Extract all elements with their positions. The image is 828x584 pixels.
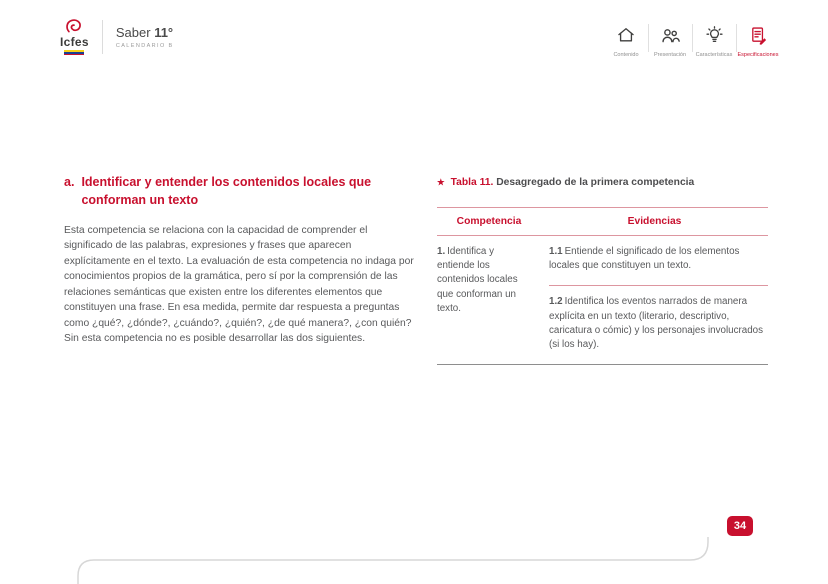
competencias-table xyxy=(437,207,768,365)
page-number-badge: 34 xyxy=(727,516,753,536)
section-heading-marker: a. xyxy=(64,175,75,189)
evidence-number: 1.2 xyxy=(549,296,563,308)
nav-label-presentacion: Presentación xyxy=(653,52,687,58)
table-caption-label: Tabla 11. xyxy=(450,177,494,188)
cell-competencia xyxy=(437,245,533,352)
table-row xyxy=(437,236,768,365)
colombia-flag-icon xyxy=(64,50,84,55)
lightbulb-icon xyxy=(704,22,725,48)
evidence-number: 1.1 xyxy=(549,246,563,257)
product-title xyxy=(116,25,174,40)
nav-item-caracteristicas[interactable] xyxy=(692,22,736,58)
section-body: Esta competencia se relaciona con la capacidad de comprender el significado de las palabras, expresiones y frases que aparecen explícitamente en el texto. La evaluación de esta competencia no indaga por conocimientos propios de la gramática, pero sí por la comprensión de las relaciones semánticas que existen entre los diferentes elementos que constituyen una frase. En esa medida, permite dar respuesta a preguntas como ¿qué?, ¿dónde?, ¿cuándo?, ¿quién?, ¿de qué manera?, ¿con quién? Sin esta competencia no es posible desarrollar las dos siguientes. xyxy=(64,225,414,345)
evidence-item xyxy=(549,245,768,273)
product-level: 11° xyxy=(154,24,174,40)
people-icon xyxy=(660,22,681,48)
product-name: Saber xyxy=(115,24,151,40)
calendar-label: CALENDARIO B xyxy=(115,42,174,49)
table-caption-text: Desagregado de la primera competencia xyxy=(496,177,695,188)
star-icon: ★ xyxy=(437,177,445,187)
evidence-item xyxy=(549,285,768,352)
nav-label-caracteristicas: Características xyxy=(695,52,733,58)
col-header-competencia: Competencia xyxy=(456,216,522,227)
icfes-logo xyxy=(60,18,89,55)
nav-item-especificaciones[interactable] xyxy=(736,22,780,58)
spec-sheet-icon xyxy=(748,22,769,48)
table-caption xyxy=(437,177,768,188)
nav-label-especificaciones: Especificaciones xyxy=(737,52,779,58)
brand-divider xyxy=(102,20,103,54)
header-brand xyxy=(60,18,174,55)
nav-item-contenido[interactable] xyxy=(604,22,648,58)
evidence-text: Entiende el significado de los elementos locales que constituyen un texto. xyxy=(549,246,740,272)
competencia-number: 1. xyxy=(437,246,446,257)
table-section xyxy=(437,177,768,365)
evidence-text: Identifica los eventos narrados de manera explícita en un texto (literario, descriptivo, caricatura o cómic) y los personajes involucrados (si los hay). xyxy=(549,296,763,351)
home-icon xyxy=(616,22,636,48)
nav-item-presentacion[interactable] xyxy=(648,22,692,58)
nav-label-contenido: Contenido xyxy=(613,52,639,58)
top-nav xyxy=(604,22,780,58)
section-heading xyxy=(64,174,416,209)
competencia-text: Identifica y entiende los contenidos locales que conforman un texto. xyxy=(437,246,518,314)
icfes-logo-text: Icfes xyxy=(60,35,89,49)
product-block xyxy=(116,25,174,49)
section-heading-text: Identificar y entender los contenidos locales que conforman un texto xyxy=(81,175,372,207)
table-header-row xyxy=(437,208,768,236)
icfes-bird-icon xyxy=(63,18,85,35)
section-competencia xyxy=(64,174,416,357)
col-header-evidencias: Evidencias xyxy=(627,216,682,227)
cell-evidencias xyxy=(549,245,768,352)
